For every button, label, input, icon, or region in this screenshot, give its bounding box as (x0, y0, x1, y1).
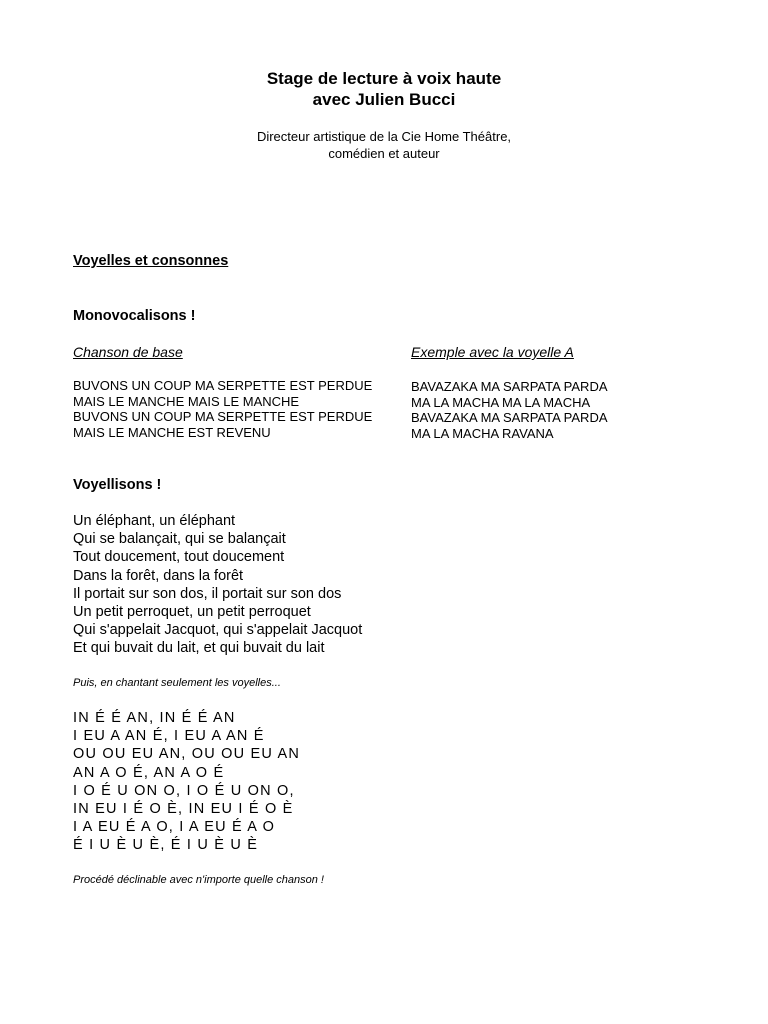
vowel-line: I O É U ON O, I O É U ON O, (73, 782, 295, 799)
song-line: Et qui buvait du lait, et qui buvait du lait (73, 640, 325, 657)
column-title-chanson-de-base: Chanson de base (73, 344, 183, 360)
section-heading-monovocalisons: Monovocalisons ! (73, 308, 196, 324)
vowel-line: I A EU É A O, I A EU É A O (73, 819, 276, 836)
subtitle-line: Directeur artistique de la Cie Home Théâtre, (256, 129, 512, 144)
vowel-line: É I U È U È, É I U È U È (73, 837, 259, 854)
footer-note: Procédé déclinable avec n'importe quelle chanson ! (73, 874, 324, 886)
document-title (0, 68, 768, 110)
vowel-line: IN EU I É O È, IN EU I É O È (73, 801, 294, 818)
song-line: Dans la forêt, dans la forêt (73, 567, 244, 584)
lyric-line: BAVAZAKA MA SARPATA PARDA (411, 379, 608, 394)
title-line: avec Julien Bucci (312, 90, 456, 109)
lyric-line: MAIS LE MANCHE EST REVENU (73, 424, 271, 440)
song-line: Qui se balançait, qui se balançait (73, 531, 286, 548)
vowel-only-lyrics (73, 709, 300, 855)
vowel-line: IN É É AN, IN É É AN (73, 710, 236, 726)
song-line: Tout doucement, tout doucement (73, 549, 285, 566)
vowel-line: AN A O É, AN A O É (73, 764, 225, 781)
section-heading-voyellisons: Voyellisons ! (73, 477, 162, 493)
song-line: Il portait sur son dos, il portait sur son dos (73, 585, 342, 602)
vowel-line: I EU A AN É, I EU A AN É (73, 728, 265, 745)
vowels-instruction-note: Puis, en chantant seulement les voyelles... (73, 677, 281, 689)
vowel-a-example-lyrics (411, 379, 608, 441)
song-lyrics (73, 512, 362, 658)
lyric-line: BAVAZAKA MA SARPATA PARDA (411, 410, 608, 425)
song-line: Qui s'appelait Jacquot, qui s'appelait Jacquot (73, 622, 363, 639)
song-line: Un éléphant, un éléphant (73, 513, 236, 529)
base-song-lyrics (73, 378, 372, 440)
lyric-line: MA LA MACHA RAVANA (411, 425, 554, 441)
title-line: Stage de lecture à voix haute (266, 69, 502, 88)
song-line: Un petit perroquet, un petit perroquet (73, 604, 311, 621)
lyric-line: BUVONS UN COUP MA SERPETTE EST PERDUE (73, 378, 373, 393)
document-subtitle (0, 128, 768, 162)
lyric-line: MAIS LE MANCHE MAIS LE MANCHE (73, 393, 300, 409)
lyric-line: MA LA MACHA MA LA MACHA (411, 394, 591, 410)
vowel-line: OU OU EU AN, OU OU EU AN (73, 746, 300, 763)
lyric-line: BUVONS UN COUP MA SERPETTE EST PERDUE (73, 409, 373, 424)
column-title-exemple-voyelle-a: Exemple avec la voyelle A (411, 344, 574, 360)
section-heading-voyelles-consonnes: Voyelles et consonnes (73, 253, 229, 269)
subtitle-line: comédien et auteur (328, 146, 440, 161)
